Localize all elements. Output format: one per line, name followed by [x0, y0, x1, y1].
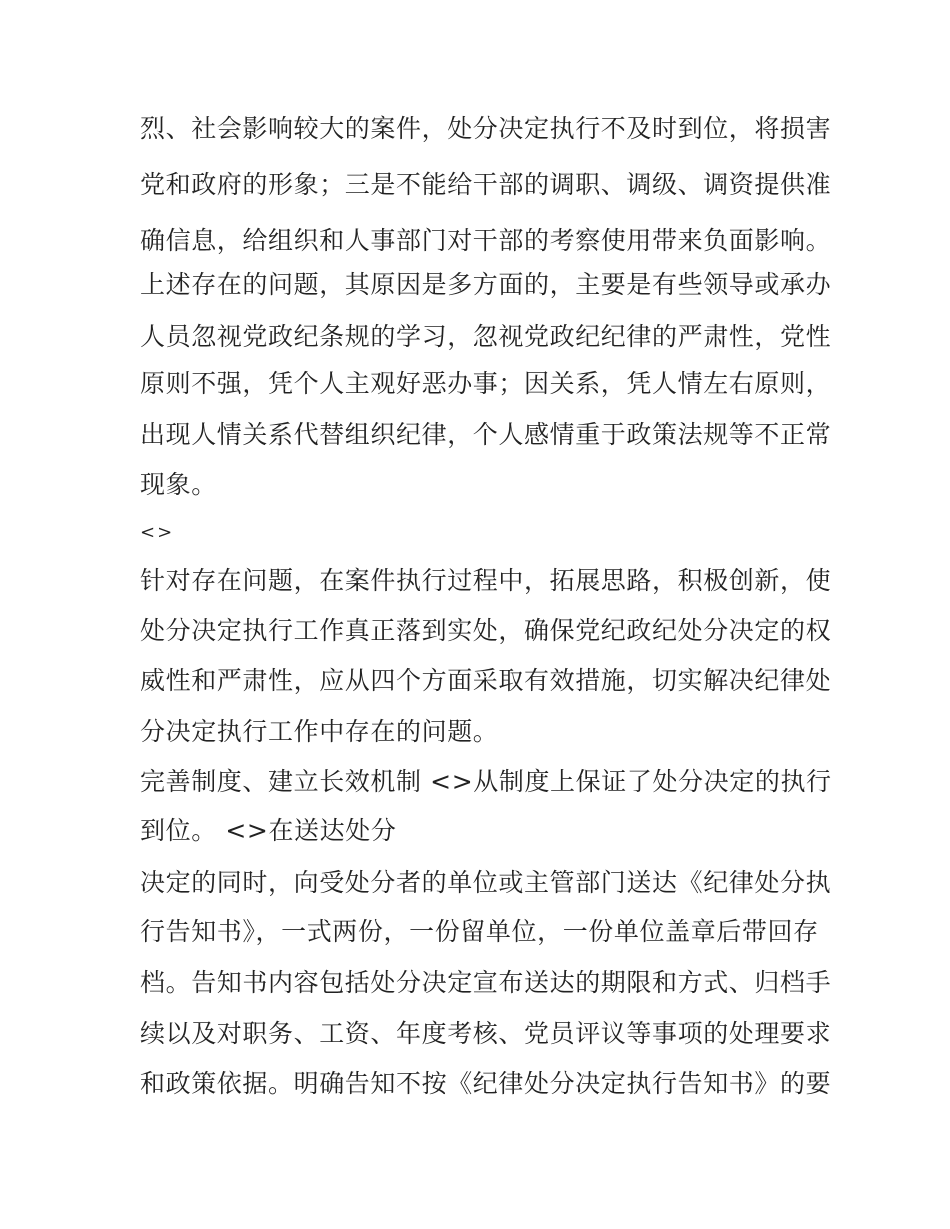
- text-line: 人员忽视党政纪条规的学习，忽视党政纪纪律的严肃性，党性: [140, 322, 832, 351]
- text-line: 完善制度、建立长效机制 <>从制度上保证了处分决定的执行: [140, 767, 832, 796]
- section-marker: <>: [140, 522, 175, 543]
- text-line: 现象。: [140, 470, 217, 499]
- text-line: 分决定执行工作中存在的问题。: [140, 717, 499, 746]
- text-line: 档。告知书内容包括处分决定宣布送达的期限和方式、归档手: [140, 968, 832, 997]
- text-line: 烈、社会影响较大的案件，处分决定执行不及时到位，将损害: [140, 114, 832, 143]
- text-line: 到位。 <>在送达处分: [140, 816, 397, 845]
- text-line: 党和政府的形象；三是不能给干部的调职、调级、调资提供准: [140, 170, 832, 199]
- text-line: 续以及对职务、工资、年度考核、党员评议等事项的处理要求: [140, 1019, 832, 1048]
- text-line: 决定的同时，向受处分者的单位或主管部门送达《纪律处分执: [140, 868, 832, 897]
- text-line: 和政策依据。明确告知不按《纪律处分决定执行告知书》的要: [140, 1069, 832, 1098]
- text-line: 威性和严肃性，应从四个方面采取有效措施，切实解决纪律处: [140, 666, 832, 695]
- text-line: 原则不强，凭个人主观好恶办事；因关系，凭人情左右原则，: [140, 369, 832, 398]
- text-line: 上述存在的问题，其原因是多方面的，主要是有些领导或承办: [140, 270, 832, 299]
- text-line: 确信息，给组织和人事部门对干部的考察使用带来负面影响。: [140, 226, 832, 255]
- text-line: 针对存在问题，在案件执行过程中，拓展思路，积极创新，使: [140, 566, 832, 595]
- text-line: 处分决定执行工作真正落到实处，确保党纪政纪处分决定的权: [140, 616, 832, 645]
- text-line: 出现人情关系代替组织纪律，个人感情重于政策法规等不正常: [140, 420, 832, 449]
- text-line: 行告知书》，一式两份，一份留单位，一份单位盖章后带回存: [140, 917, 819, 946]
